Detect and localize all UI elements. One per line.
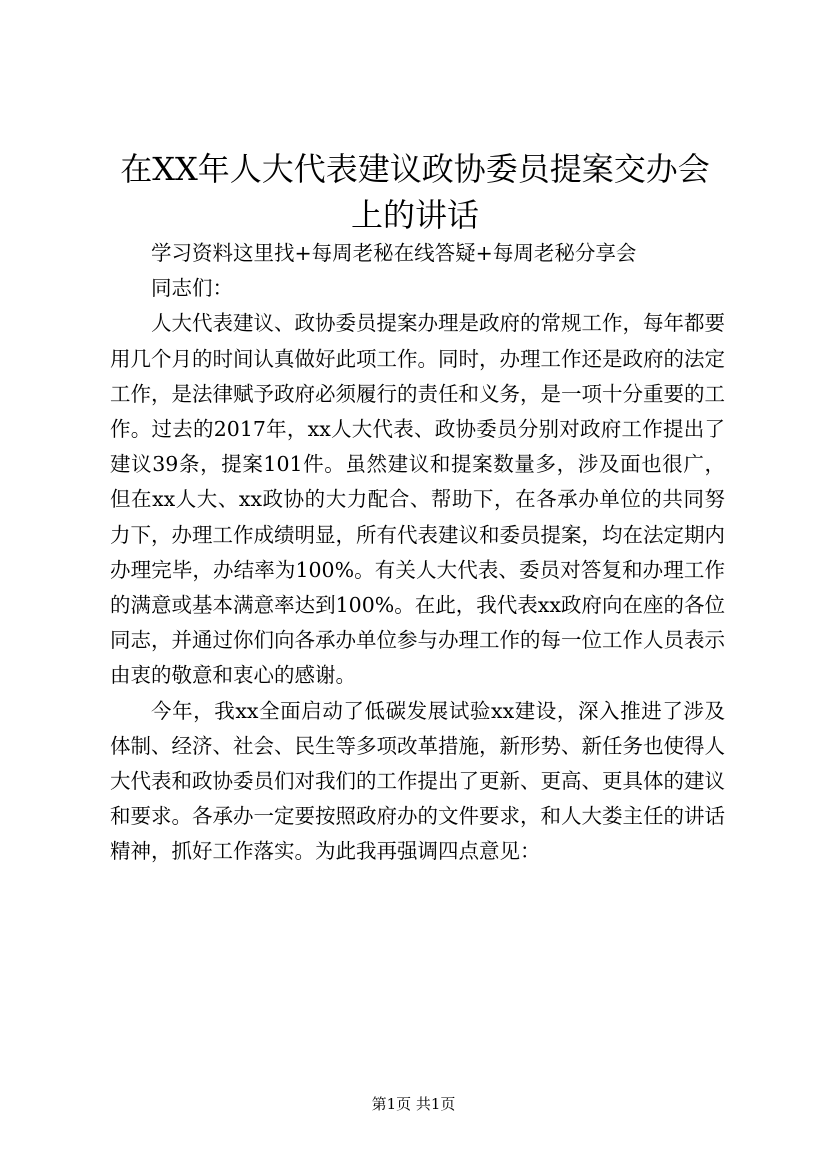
- salutation: 同志们：: [151, 276, 233, 301]
- page-footer: 第1页 共1页: [371, 1095, 456, 1113]
- resource-line: 学习资料这里找+每周老秘在线答疑+每周老秘分享会: [151, 241, 637, 265]
- document-title: 在XX年人大代表建议政协委员提案交办会上的讲话: [120, 150, 710, 234]
- body-paragraph: 今年，我xx全面启动了低碳发展试验xx建设，深入推进了涉及体制、经济、社会、民生等多项改革措施，新形势、新任务也使得人大代表和政协委员们对我们的工作提出了更新、更高、更具体的建议和要求。各承办一定要按照政府办的文件要求，和人大娄主任的讲话精神，抓好工作落实。为此我再强调四点意见：: [110, 698, 725, 864]
- body-paragraph: 人大代表建议、政协委员提案办理是政府的常规工作，每年都要用几个月的时间认真做好此项工作。同时，办理工作还是政府的法定工作，是法律赋予政府必须履行的责任和义务，是一项十分重要的工作。过去的2017年，xx人大代表、政协委员分别对政府工作提出了建议39条，提案101件。虽然建议和提案数量多，涉及面也很广，但在xx人大、xx政协的大力配合、帮助下，在各承办单位的共同努力下，办理工作成绩明显，所有代表建议和委员提案，均在法定期内办理完毕，办结率为100%。有关人大代表、委员对答复和办理工作的满意或基本满意率达到100%。在此，我代表xx政府向在座的各位同志，并通过你们向各承办单位参与办理工作的每一位工作人员表示由衷的敬意和衷心的感谢。: [110, 311, 725, 688]
- document-body: [110, 236, 725, 870]
